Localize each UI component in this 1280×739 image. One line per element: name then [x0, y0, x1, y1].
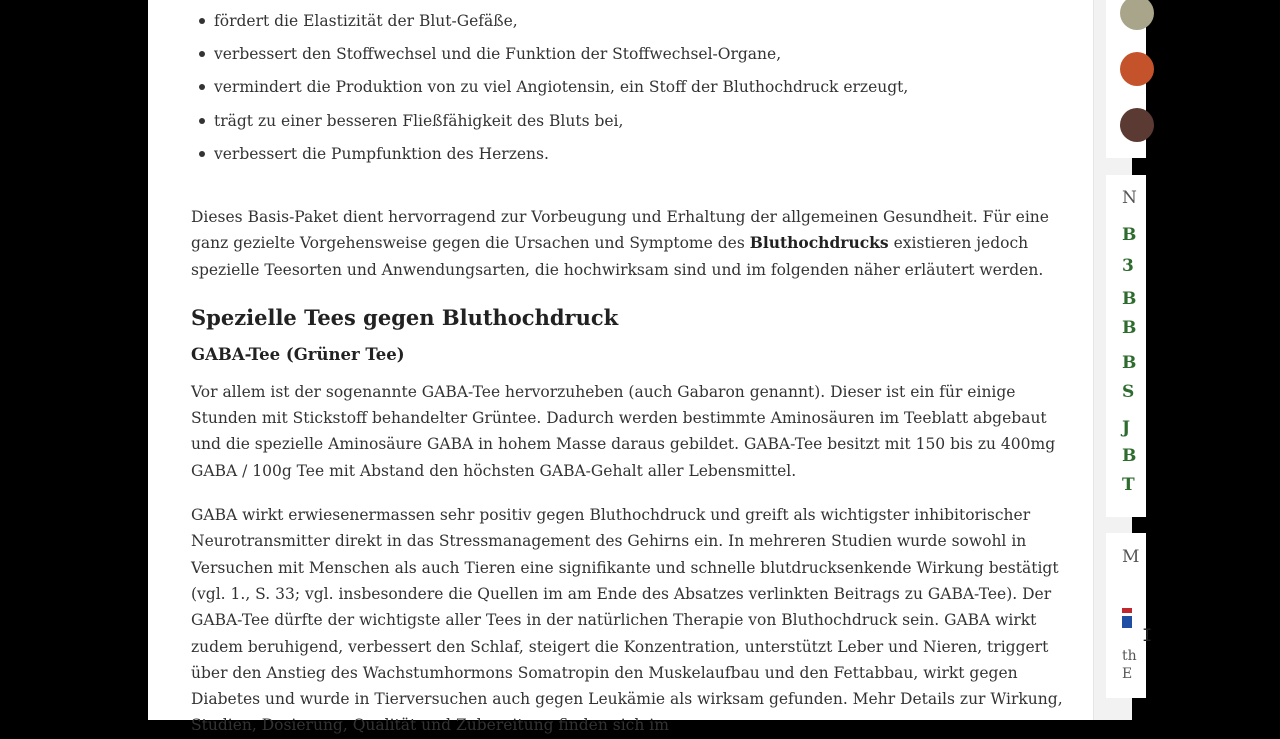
article-content	[191, 0, 1071, 739]
list-item	[191, 74, 1071, 107]
avatar[interactable]	[1120, 52, 1154, 86]
bullet-icon	[199, 84, 205, 90]
sidebar-link-fragment[interactable]: B	[1122, 318, 1137, 338]
sidebar-heading-fragment: M	[1122, 547, 1140, 567]
list-item	[191, 41, 1071, 74]
subsection-heading: GABA-Tee (Grüner Tee)	[191, 344, 405, 364]
sidebar-heading-fragment: N	[1122, 188, 1137, 208]
sidebar-link-fragment[interactable]: S	[1122, 382, 1135, 402]
bullet-icon	[199, 151, 205, 157]
sidebar-link-fragment[interactable]: B	[1122, 446, 1137, 466]
sidebar-link-fragment[interactable]: T	[1122, 475, 1135, 495]
browser-page	[148, 0, 1153, 735]
sidebar-link-fragment[interactable]: 3	[1122, 256, 1134, 276]
list-item	[191, 8, 1071, 41]
partner-logo-icon[interactable]	[1122, 608, 1132, 628]
text-cursor-icon: I	[1142, 626, 1153, 646]
gaba-intro-paragraph: Vor allem ist der sogenannte GABA-Tee hervorzuheben (auch Gabaron genannt). Dieser ist ein für einige Stunden mit Stickstoff behandelter Grüntee. Dadurch werden bestimmte Aminosäuren im Teeblatt abgebaut und die spezielle Aminosäure GABA in hohem Masse daraus gebildet. GABA-Tee besitzt mit 150 bis zu 400mg GABA / 100g Tee mit Abstand den höchsten GABA-Gehalt aller Lebensmittel.	[191, 382, 1056, 480]
sidebar-link-fragment[interactable]: J	[1122, 418, 1131, 438]
list-item-text: fördert die Elastizität der Blut-Gefäße,	[214, 12, 518, 30]
list-item-text: verbessert die Pumpfunktion des Herzens.	[214, 144, 549, 163]
article-body	[148, 0, 1094, 735]
sidebar-link-fragment[interactable]: B	[1122, 289, 1137, 309]
sidebar-text-fragment: E	[1122, 666, 1133, 682]
intro-paragraph	[191, 204, 1071, 283]
avatar[interactable]	[1120, 0, 1154, 30]
benefit-list	[191, 8, 1071, 174]
sidebar-text-fragment: th	[1122, 648, 1137, 664]
list-item-text: vermindert die Produktion von zu viel Angiotensin, ein Stoff der Bluthochdruck erzeugt,	[214, 78, 909, 97]
bullet-icon	[199, 118, 205, 124]
gaba-effects-paragraph: GABA wirkt erwiesenermassen sehr positiv gegen Bluthochdruck und greift als wichtigster inhibitorischer Neurotransmitter direkt in das Stressmanagement des Gehirns ein. In mehreren Studien wurde sowohl in Versuchen mit Menschen als auch Tieren eine signifikante und schnelle blutdrucksenkende Wirkung bestätigt (vgl. 1., S. 33; vgl. insbesondere die Quellen im am Ende des Absatzes verlinkten Beitrags zu GABA-Tee). Der GABA-Tee dürfte der wichtigste aller Tees in der natürlichen Therapie von Bluthochdruck sein. GABA wirkt zudem beruhigend, verbessert den Schlaf, steigert die Konzentration, unterstützt Leber und Nieren, triggert über den Anstieg des Wachstumhormons Somatropin den Muskelaufbau und den Fettabbau, wirkt gegen Diabetes und wurde in Tierversuchen auch gegen Leukämie als wirksam gefunden. Mehr Details zur Wirkung, Studien, Dosierung, Qualität und Zubereitung finden sich im	[191, 506, 1063, 735]
sidebar-link-fragment[interactable]: B	[1122, 353, 1137, 373]
list-item-text: verbessert den Stoffwechsel und die Funktion der Stoffwechsel-Organe,	[214, 45, 782, 64]
bullet-icon	[199, 18, 205, 24]
section-heading: Spezielle Tees gegen Bluthochdruck	[191, 304, 619, 330]
list-item-text: trägt zu einer besseren Fließfähigkeit des Bluts bei,	[214, 111, 624, 130]
avatar[interactable]	[1120, 108, 1154, 142]
intro-text-before: Dieses Basis-Paket dient hervorragend zur Vorbeugung und Erhaltung der allgemeinen Gesundheit. Für eine ganz gezielte Vorgehensweise gegen die Ursachen und Symptome des	[191, 207, 1049, 253]
list-item	[191, 108, 1071, 141]
bullet-icon	[199, 51, 205, 57]
intro-text-after: existieren jedoch spezielle Teesorten und Anwendungsarten, die hochwirksam sind und im folgenden näher erläutert werden.	[191, 234, 1044, 279]
intro-bold-keyword: Bluthochdrucks	[749, 233, 889, 253]
sidebar-link-fragment[interactable]: B	[1122, 225, 1137, 245]
list-item	[191, 141, 1071, 174]
